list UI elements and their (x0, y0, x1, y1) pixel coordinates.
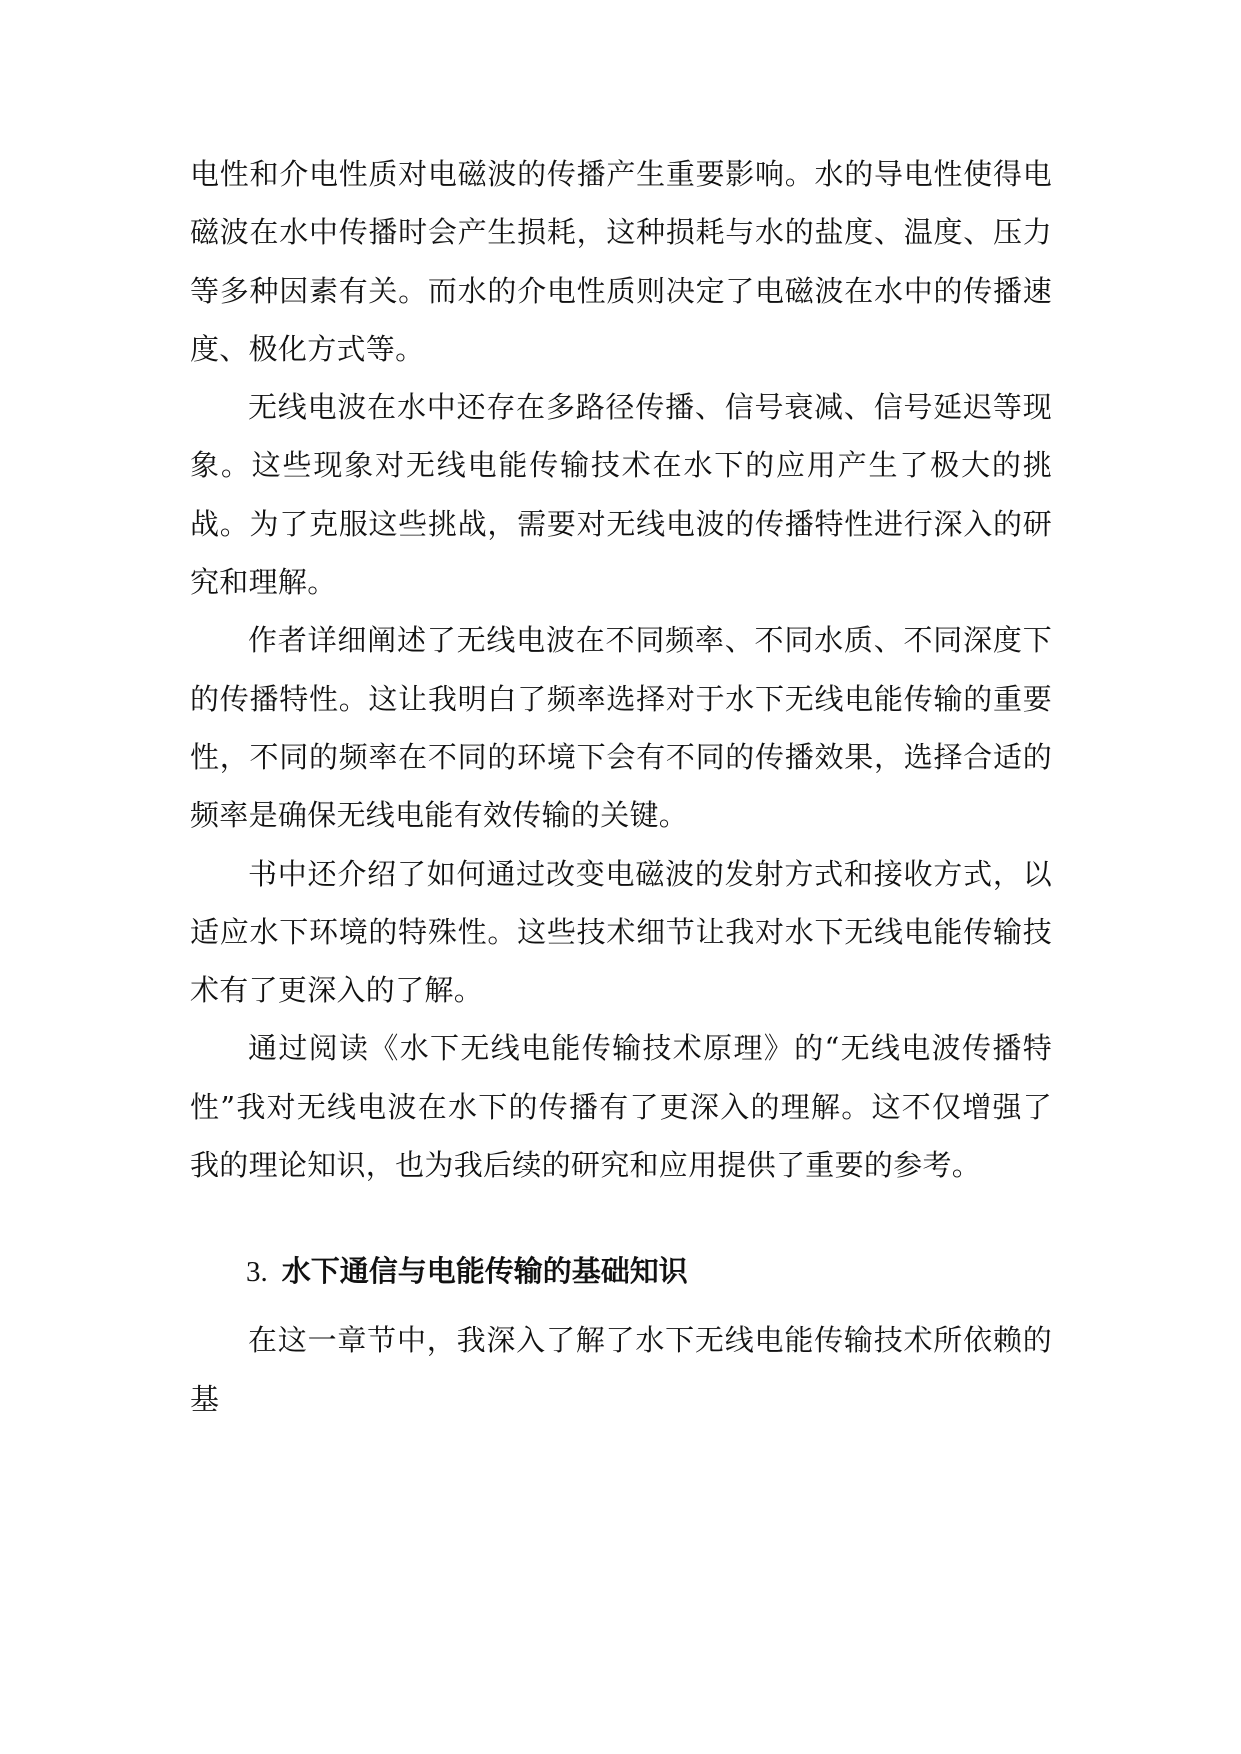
paragraph-2: 无线电波在水中还存在多路径传播、信号衰减、信号延迟等现象。这些现象对无线电能传输技术在水下的应用产生了极大的挑战。为了克服这些挑战，需要对无线电波的传播特性进行深入的研究和理解。 (190, 390, 1052, 600)
paragraph-5: 通过阅读《水下无线电能传输技术原理》的“无线电波传播特性”我对无线电波在水下的传播有了更深入的理解。这不仅增强了我的理论知识，也为我后续的研究和应用提供了重要的参考。 (190, 1031, 1052, 1183)
section-number: 3. (246, 1256, 268, 1289)
section-heading (190, 1242, 1052, 1301)
paragraph-4: 书中还介绍了如何通过改变电磁波的发射方式和接收方式，以适应水下环境的特殊性。这些技术细节让我对水下无线电能传输技术有了更深入的了解。 (190, 856, 1052, 1008)
paragraph-1: 电性和介电性质对电磁波的传播产生重要影响。水的导电性使得电磁波在水中传播时会产生损耗，这种损耗与水的盐度、温度、压力等多种因素有关。而水的介电性质则决定了电磁波在水中的传播速度、极化方式等。 (190, 157, 1052, 366)
paragraph-3: 作者详细阐述了无线电波在不同频率、不同水质、不同深度下的传播特性。这让我明白了频率选择对于水下无线电能传输的重要性，不同的频率在不同的环境下会有不同的传播效果，选择合适的频率是确保无线电能有效传输的关键。 (190, 623, 1052, 833)
section-title: 水下通信与电能传输的基础知识 (281, 1254, 688, 1289)
paragraph-6: 在这一章节中，我深入了解了水下无线电能传输技术所依赖的基 (190, 1323, 1052, 1416)
document-page (190, 145, 1052, 1428)
